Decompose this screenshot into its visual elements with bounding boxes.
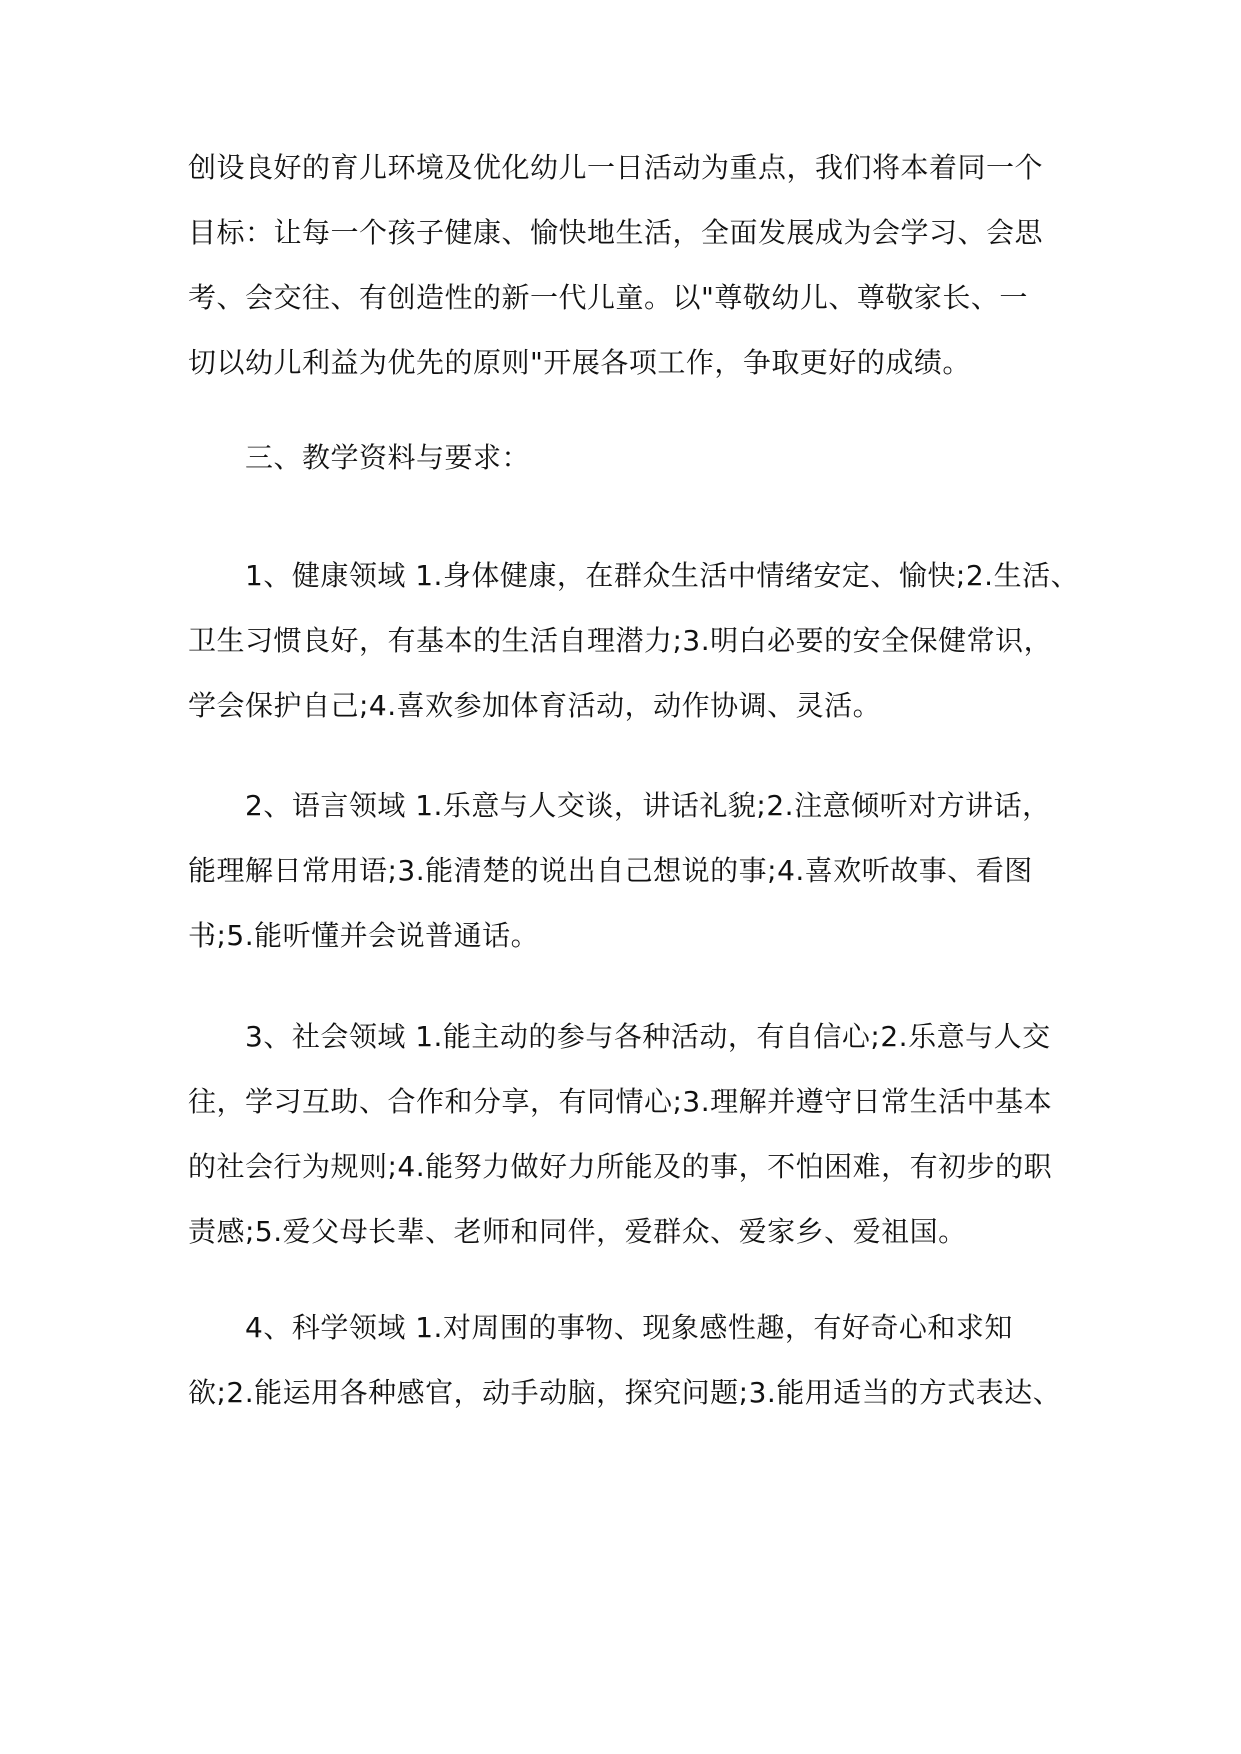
paragraph-line: 4、科学领域 1.对周围的事物、现象感性趣，有好奇心和求知: [188, 1311, 1013, 1344]
section-heading-text: 三、教学资料与要求：: [188, 441, 531, 474]
paragraph-line: 卫生习惯良好，有基本的生活自理潜力;3.明白必要的安全保健常识，: [188, 624, 1053, 657]
paragraph-line: 考、会交往、有创造性的新一代儿童。以"尊敬幼儿、尊敬家长、一: [188, 281, 1028, 314]
paragraph-line: 责感;5.爱父母长辈、老师和同伴，爱群众、爱家乡、爱祖国。: [188, 1215, 967, 1248]
paragraph-line: 目标：让每一个孩子健康、愉快地生活，全面发展成为会学习、会思: [188, 216, 1044, 249]
section-heading: [188, 425, 1073, 490]
paragraph-line: 能理解日常用语;3.能清楚的说出自己想说的事;4.喜欢听故事、看图: [188, 854, 1033, 887]
paragraph-language: [188, 773, 1073, 968]
paragraph-line: 1、健康领域 1.身体健康，在群众生活中情绪安定、愉快;2.生活、: [188, 559, 1080, 592]
paragraph-line: 往，学习互助、合作和分享，有同情心;3.理解并遵守日常生活中基本: [188, 1085, 1053, 1118]
paragraph-line: 创设良好的育儿环境及优化幼儿一日活动为重点，我们将本着同一个: [188, 151, 1044, 184]
paragraph-science: [188, 1295, 1073, 1425]
paragraph-line: 2、语言领域 1.乐意与人交谈，讲话礼貌;2.注意倾听对方讲话，: [188, 789, 1051, 822]
paragraph-intro: [188, 135, 1073, 395]
paragraph-line: 欲;2.能运用各种感官，动手动脑，探究问题;3.能用适当的方式表达、: [188, 1376, 1062, 1409]
paragraph-line: 3、社会领域 1.能主动的参与各种活动，有自信心;2.乐意与人交: [188, 1020, 1051, 1053]
paragraph-line: 切以幼儿利益为优先的原则"开展各项工作，争取更好的成绩。: [188, 346, 971, 379]
paragraph-line: 书;5.能听懂并会说普通话。: [188, 919, 540, 952]
paragraph-line: 的社会行为规则;4.能努力做好力所能及的事，不怕困难，有初步的职: [188, 1150, 1053, 1183]
paragraph-line: 学会保护自己;4.喜欢参加体育活动，动作协调、灵活。: [188, 689, 882, 722]
paragraph-social: [188, 1004, 1073, 1264]
paragraph-health: [188, 543, 1080, 738]
